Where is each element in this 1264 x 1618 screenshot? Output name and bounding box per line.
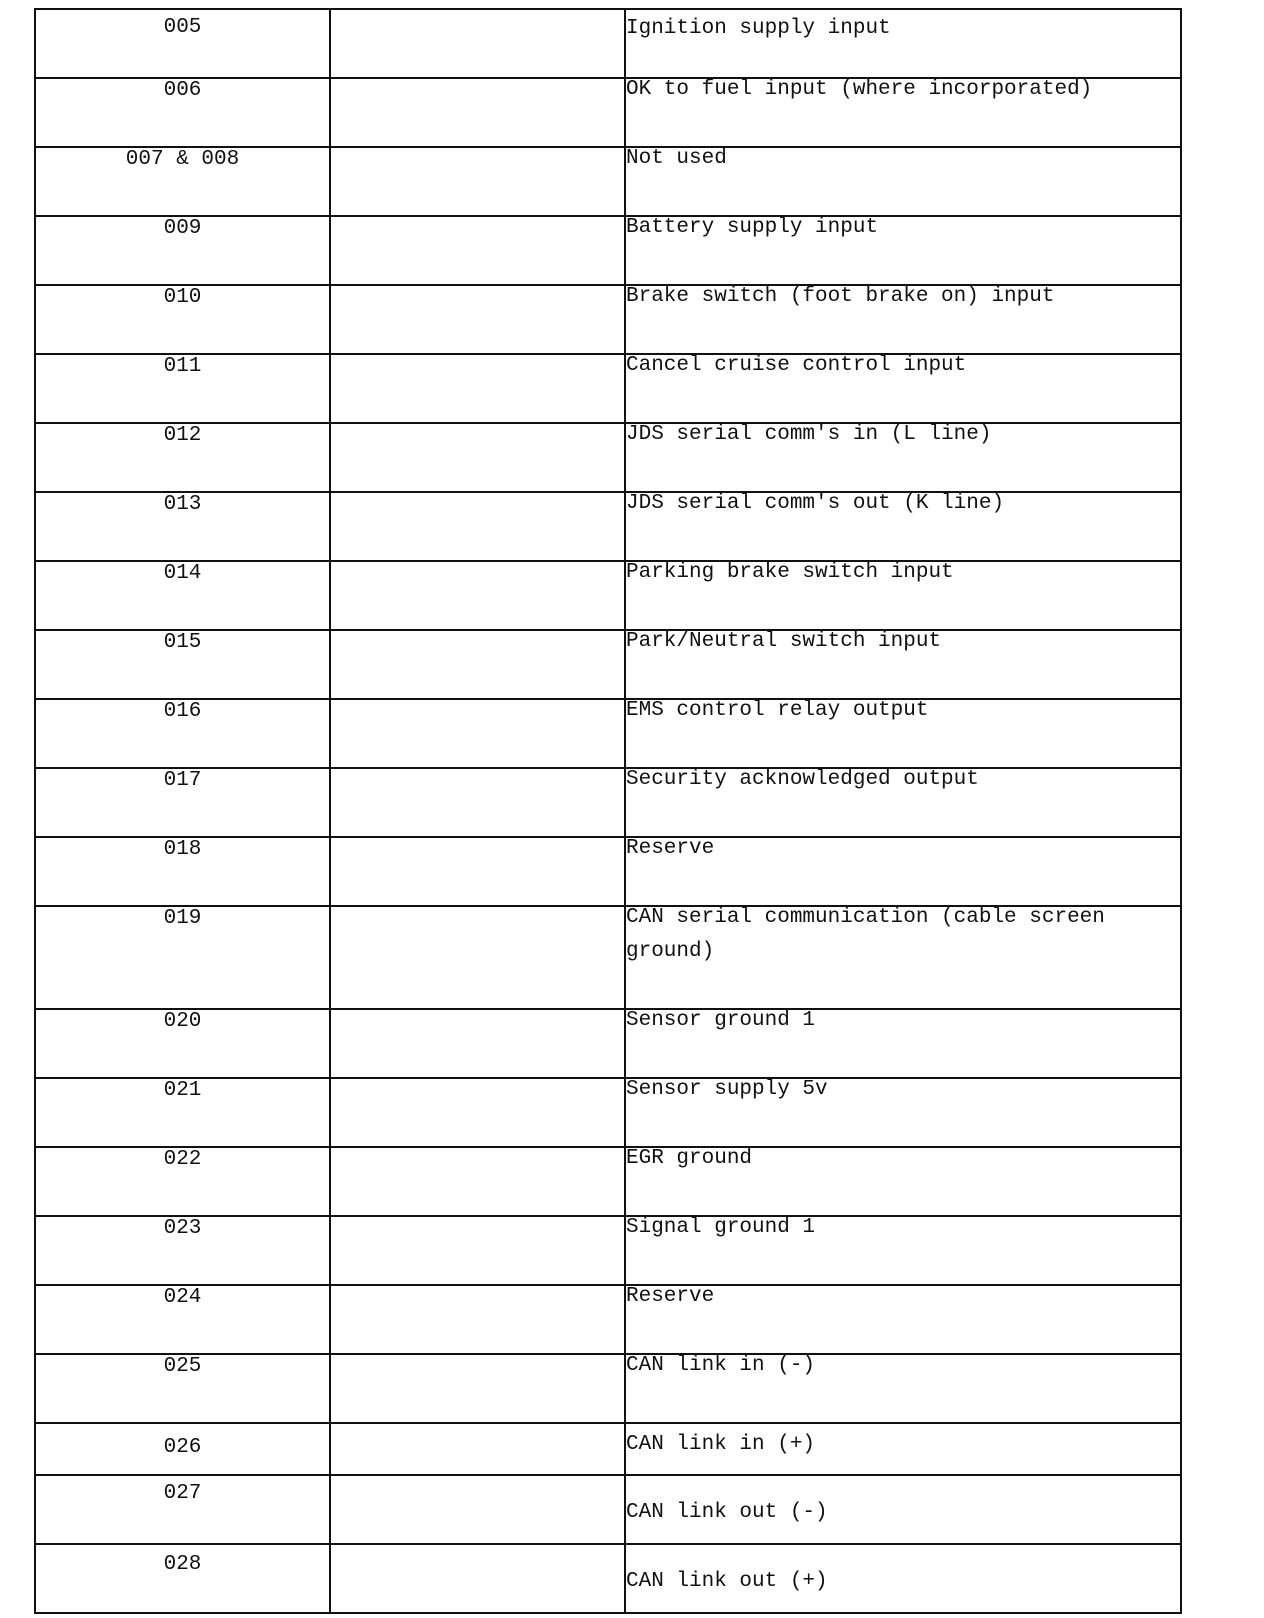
- table-row: [35, 768, 1181, 837]
- pin-number-cell: [35, 906, 330, 1009]
- blank-cell: [330, 285, 625, 354]
- table-row: [35, 1216, 1181, 1285]
- table-row: [35, 147, 1181, 216]
- description-cell: [625, 1544, 1181, 1613]
- blank-cell: [330, 561, 625, 630]
- description-cell: [625, 561, 1181, 630]
- pin-description: CAN link out (-): [626, 1501, 828, 1524]
- blank-cell: [330, 147, 625, 216]
- pin-number-cell: [35, 9, 330, 78]
- description-cell: [625, 1147, 1181, 1216]
- table-row: [35, 216, 1181, 285]
- pin-number-cell: [35, 1147, 330, 1216]
- pin-description: Not used: [626, 147, 727, 170]
- blank-cell: [330, 78, 625, 147]
- description-cell: [625, 216, 1181, 285]
- blank-cell: [330, 1354, 625, 1423]
- pin-number-cell: [35, 837, 330, 906]
- pin-number-cell: [35, 1423, 330, 1475]
- pin-number: 015: [163, 631, 202, 654]
- table-row: [35, 492, 1181, 561]
- blank-cell: [330, 906, 625, 1009]
- table-row: [35, 906, 1181, 1009]
- table-row: [35, 285, 1181, 354]
- pin-number: 011: [163, 355, 202, 378]
- pin-description: Brake switch (foot brake on) input: [626, 285, 1055, 308]
- pin-description: Ignition supply input: [626, 17, 891, 40]
- blank-cell: [330, 768, 625, 837]
- pin-number: 012: [163, 424, 202, 447]
- description-cell: [625, 1423, 1181, 1475]
- pin-description: OK to fuel input (where incorporated): [626, 78, 1093, 101]
- pin-number: 018: [163, 838, 202, 861]
- description-cell: [625, 1009, 1181, 1078]
- table-row: [35, 78, 1181, 147]
- pin-description: CAN link in (-): [626, 1354, 816, 1377]
- description-cell: [625, 492, 1181, 561]
- blank-cell: [330, 216, 625, 285]
- pin-number-cell: [35, 78, 330, 147]
- pin-number-cell: [35, 1475, 330, 1544]
- pin-function-table: [34, 8, 1182, 1614]
- blank-cell: [330, 1216, 625, 1285]
- description-cell: [625, 699, 1181, 768]
- pin-number-cell: [35, 354, 330, 423]
- table-row: [35, 1078, 1181, 1147]
- description-cell: [625, 147, 1181, 216]
- pin-number: 021: [163, 1079, 202, 1102]
- pin-number: 014: [163, 562, 202, 585]
- pin-description: JDS serial comm's out (K line): [626, 492, 1005, 515]
- pin-number: 005: [163, 16, 202, 39]
- pin-description: Battery supply input: [626, 216, 879, 239]
- pin-description: Reserve: [626, 837, 715, 860]
- pin-number-cell: [35, 1009, 330, 1078]
- pin-number-cell: [35, 630, 330, 699]
- pin-description: CAN link in (+): [626, 1433, 816, 1456]
- pin-number: 016: [163, 700, 202, 723]
- pin-description: Sensor ground 1: [626, 1009, 816, 1032]
- pin-number-cell: [35, 285, 330, 354]
- pin-number-cell: [35, 216, 330, 285]
- pin-description: CAN link out (+): [626, 1570, 828, 1593]
- pin-number: 009: [163, 217, 202, 240]
- pin-number-cell: [35, 1354, 330, 1423]
- description-cell: [625, 9, 1181, 78]
- pin-description: Parking brake switch input: [626, 561, 954, 584]
- pin-description: Reserve: [626, 1285, 715, 1308]
- table-row: [35, 1285, 1181, 1354]
- description-cell: [625, 1078, 1181, 1147]
- table-row: [35, 837, 1181, 906]
- pin-number-cell: [35, 1216, 330, 1285]
- table-row: [35, 1009, 1181, 1078]
- blank-cell: [330, 630, 625, 699]
- blank-cell: [330, 1475, 625, 1544]
- blank-cell: [330, 354, 625, 423]
- pin-number-cell: [35, 561, 330, 630]
- pin-number-cell: [35, 699, 330, 768]
- pin-number: 006: [163, 79, 202, 102]
- table-row: [35, 630, 1181, 699]
- pin-number: 019: [163, 907, 202, 930]
- description-cell: [625, 1354, 1181, 1423]
- pin-description: Security acknowledged output: [626, 768, 979, 791]
- description-cell: [625, 1216, 1181, 1285]
- description-cell: [625, 1285, 1181, 1354]
- pin-number: 010: [163, 286, 202, 309]
- pin-number: 027: [163, 1482, 202, 1505]
- table-row: [35, 561, 1181, 630]
- pin-description: EGR ground: [626, 1147, 753, 1170]
- pin-number: 017: [163, 769, 202, 792]
- pin-number: 013: [163, 493, 202, 516]
- description-cell: [625, 78, 1181, 147]
- pin-number-cell: [35, 1544, 330, 1613]
- pin-number: 023: [163, 1217, 202, 1240]
- description-cell: [625, 630, 1181, 699]
- table-row: [35, 1423, 1181, 1475]
- blank-cell: [330, 699, 625, 768]
- blank-cell: [330, 1544, 625, 1613]
- pin-number-cell: [35, 492, 330, 561]
- blank-cell: [330, 423, 625, 492]
- pin-description: CAN serial communication (cable screen ground): [626, 906, 1105, 963]
- description-cell: [625, 768, 1181, 837]
- table-row: [35, 1354, 1181, 1423]
- pin-number-cell: [35, 1078, 330, 1147]
- description-cell: [625, 1475, 1181, 1544]
- pin-description: EMS control relay output: [626, 699, 929, 722]
- table-row: [35, 423, 1181, 492]
- pin-number: 026: [163, 1436, 202, 1459]
- pin-number: 025: [163, 1355, 202, 1378]
- blank-cell: [330, 1078, 625, 1147]
- pin-description: JDS serial comm's in (L line): [626, 423, 992, 446]
- blank-cell: [330, 837, 625, 906]
- blank-cell: [330, 1009, 625, 1078]
- description-cell: [625, 354, 1181, 423]
- pin-description: Signal ground 1: [626, 1216, 816, 1239]
- pin-number: 020: [163, 1010, 202, 1033]
- blank-cell: [330, 1423, 625, 1475]
- description-cell: [625, 837, 1181, 906]
- description-cell: [625, 423, 1181, 492]
- pin-number: 028: [163, 1553, 202, 1576]
- pin-number-cell: [35, 768, 330, 837]
- blank-cell: [330, 1285, 625, 1354]
- table-row: [35, 699, 1181, 768]
- pin-number-cell: [35, 1285, 330, 1354]
- table-row: [35, 1475, 1181, 1544]
- pin-description: Park/Neutral switch input: [626, 630, 942, 653]
- pin-description: Sensor supply 5v: [626, 1078, 828, 1101]
- blank-cell: [330, 492, 625, 561]
- description-cell: [625, 906, 1181, 1009]
- table-row: [35, 1544, 1181, 1613]
- description-cell: [625, 285, 1181, 354]
- blank-cell: [330, 1147, 625, 1216]
- pin-number: 022: [163, 1148, 202, 1171]
- pin-description: Cancel cruise control input: [626, 354, 967, 377]
- pin-number: 024: [163, 1286, 202, 1309]
- table-row: [35, 354, 1181, 423]
- table-row: [35, 1147, 1181, 1216]
- blank-cell: [330, 9, 625, 78]
- table-row: [35, 9, 1181, 78]
- pin-number: 007 & 008: [125, 148, 240, 171]
- pin-number-cell: [35, 147, 330, 216]
- pin-number-cell: [35, 423, 330, 492]
